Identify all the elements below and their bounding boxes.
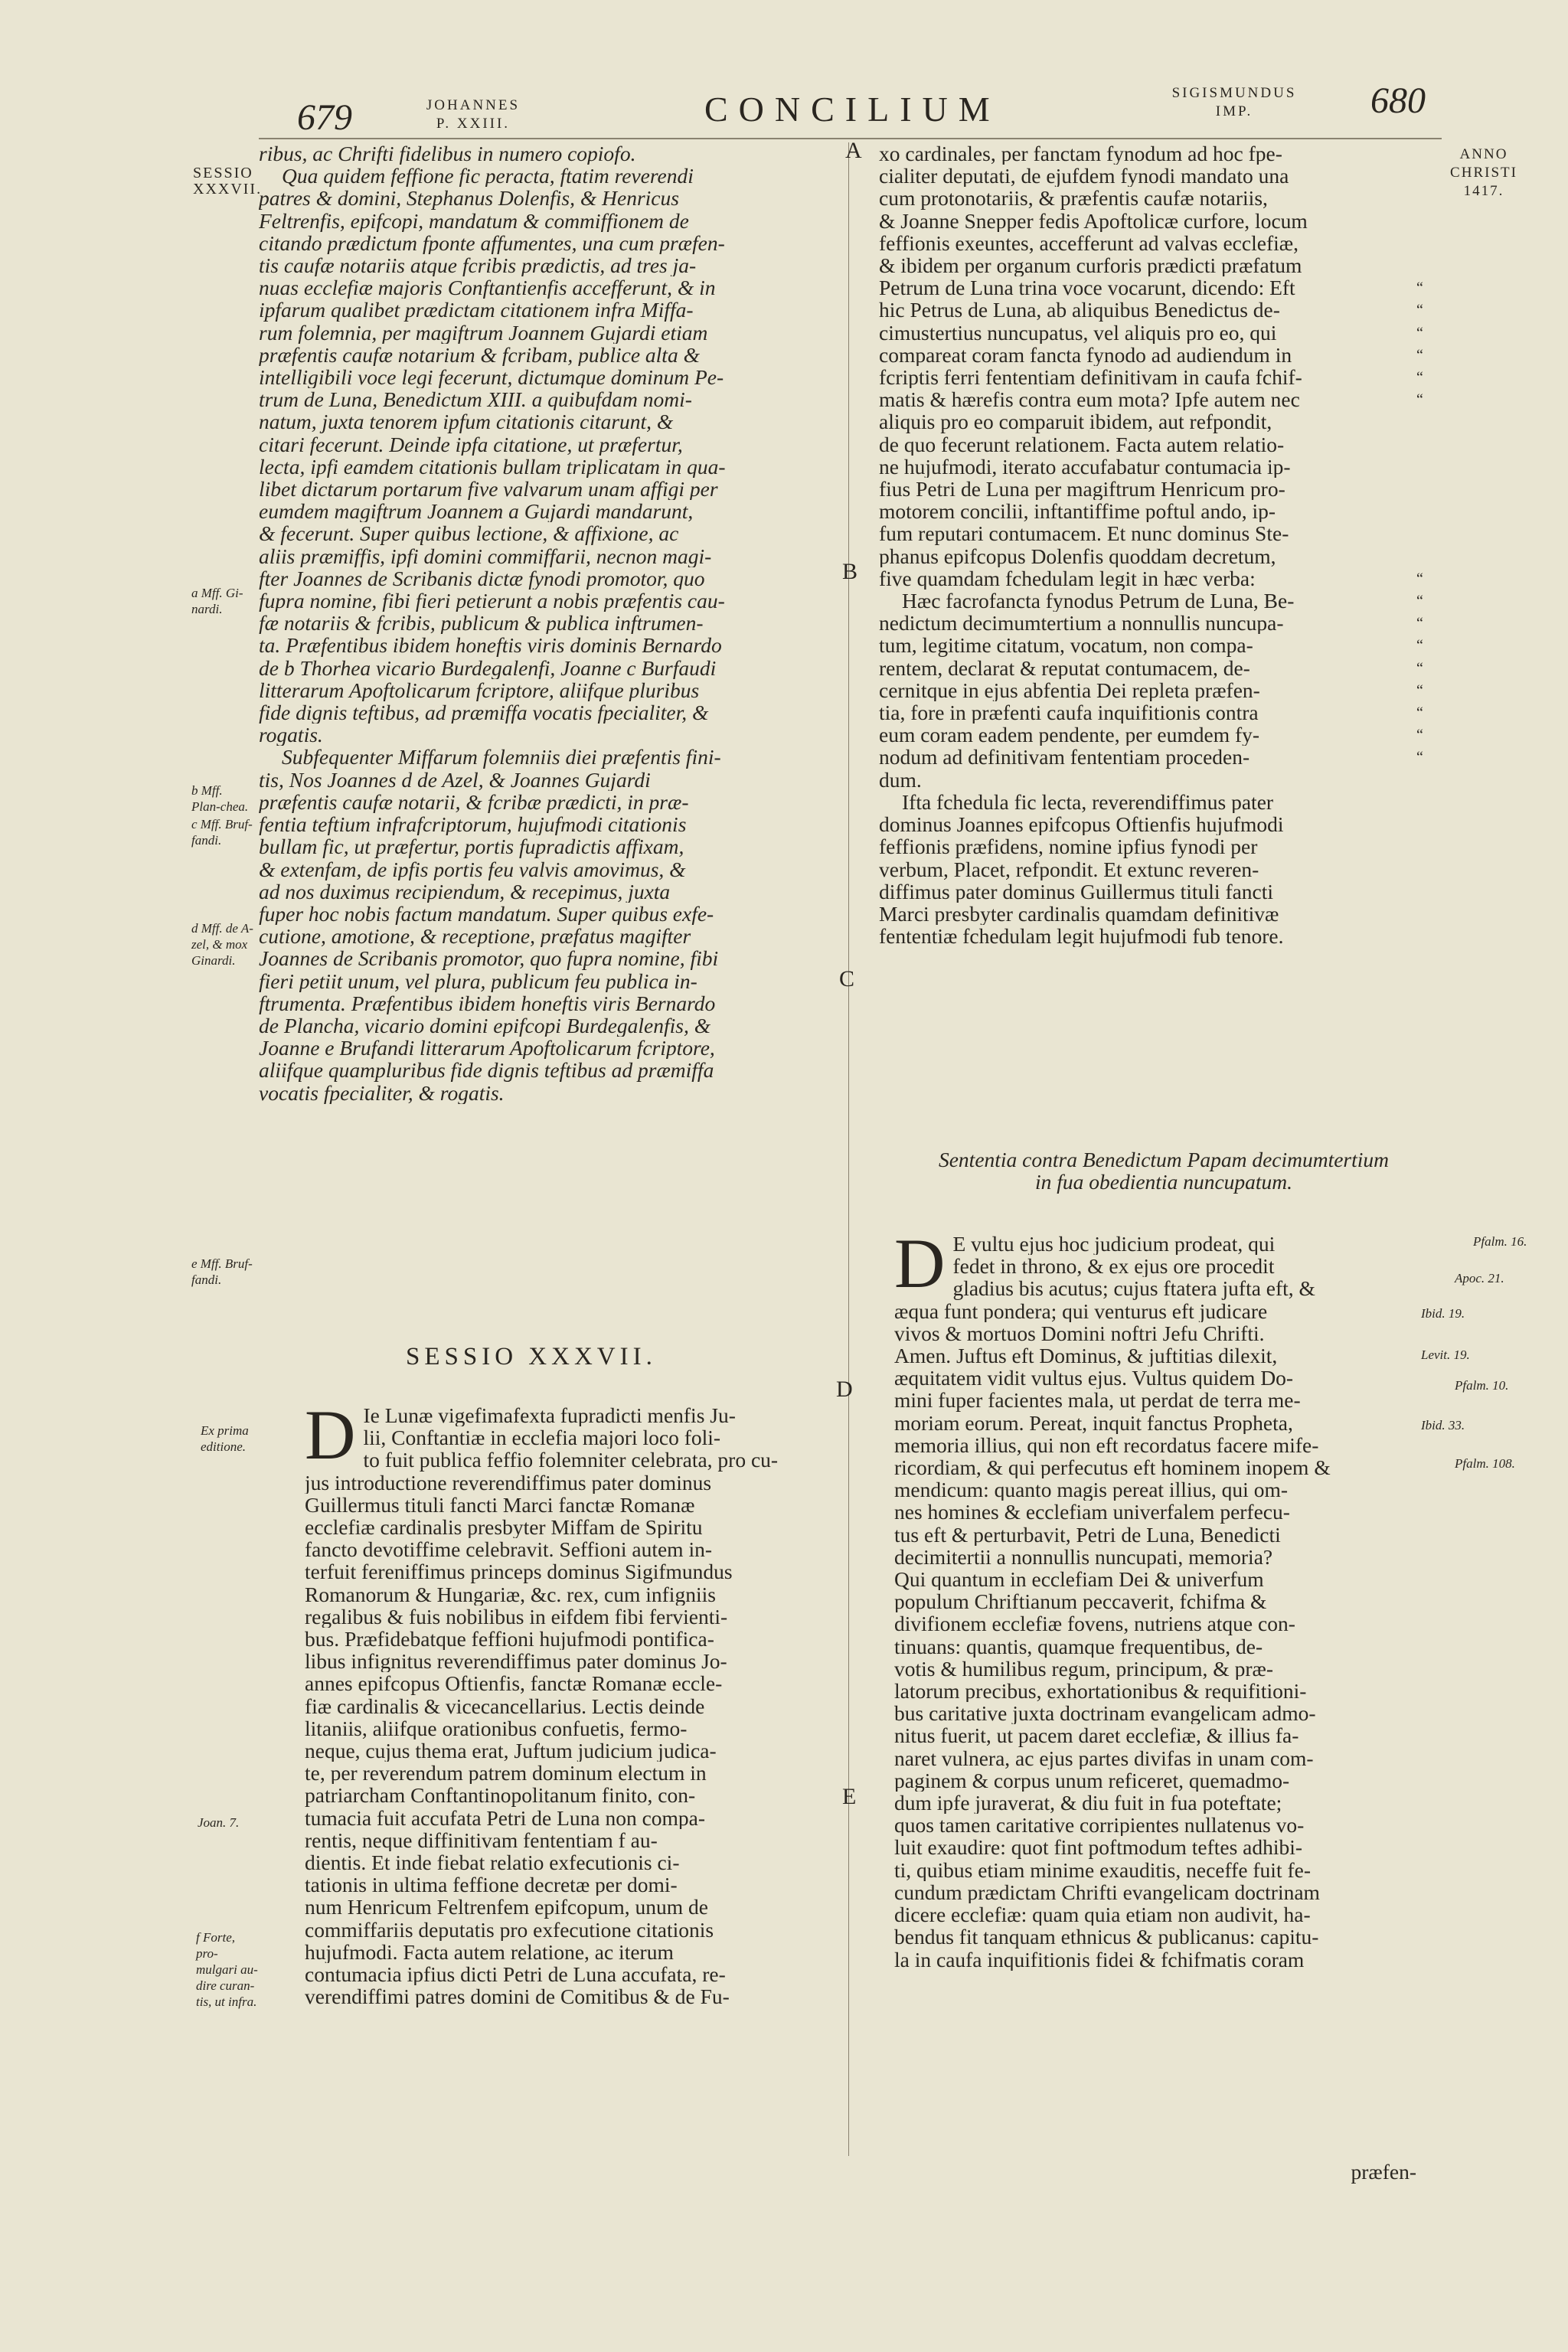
text-line: votis & humilibus regum, principum, & præ- xyxy=(894,1657,1273,1681)
side-letter: C xyxy=(839,966,855,991)
text-line: lecta, ipfi eamdem citationis bullam triplicatam in qua- xyxy=(259,455,726,479)
catchword: præfen- xyxy=(1351,2160,1416,2184)
quote-mark: “ xyxy=(1416,570,1423,587)
text-line: cernitque in ejus abfentia Dei repleta præfen- xyxy=(879,678,1260,702)
right-column-bottom-text xyxy=(894,1224,1409,1971)
scripture-ref: Apoc. 21. xyxy=(1455,1271,1504,1285)
text-line: præfentis caufæ notarii, & fcribæ prædicti, in præ- xyxy=(259,790,689,814)
text-line: tis, Nos Joannes d de Azel, & Joannes Gujardi xyxy=(259,768,651,791)
text-line: decimitertii a nonnullis nuncupati, memoria? xyxy=(894,1545,1273,1569)
heading-line: in fua obedientia nuncupatum. xyxy=(1034,1170,1293,1194)
margin-line: 1417. xyxy=(1463,183,1504,199)
text-line: ta. Præfentibus ibidem honeftis viris dominis Bernardo xyxy=(259,634,722,657)
text-line: aliquis pro eo comparuit ibidem, aut refpondit, xyxy=(879,410,1272,433)
text-line: Hæc facrofancta fynodus Petrum de Luna, Be- xyxy=(902,590,1295,612)
text-line: & extenfam, de ipfis portis feu valvis amovimus, & xyxy=(259,858,686,880)
text-line: nes homines & ecclefiam univerfalem perfecu- xyxy=(894,1501,1290,1524)
text-line: dum. xyxy=(879,768,922,791)
text-line: ipfarum qualibet prædictam citationem infra Miffa- xyxy=(259,299,694,322)
right-column-bottom xyxy=(894,1224,1409,1971)
side-letter: E xyxy=(842,1784,857,1809)
text-line: & ibidem per organum curforis prædicti præfatum xyxy=(879,254,1302,277)
text-line: ricordiam, & qui perfecutus eft hominem inopem & xyxy=(894,1456,1331,1479)
quote-mark: “ xyxy=(1416,302,1423,319)
text-line: xo cardinales, per fanctam fynodum ad hoc fpe- xyxy=(879,142,1282,165)
text-line: patres & domini, Stephanus Dolenfis, & Henricus xyxy=(259,187,679,210)
heading-line: Sententia contra Benedictum Papam decimumtertium xyxy=(938,1148,1390,1171)
text-line: bullam fic, ut præfertur, portis fupradictis affixam, xyxy=(259,835,684,858)
quote-mark: “ xyxy=(1416,749,1423,766)
text-line: motorem concilii, inftantiffime poftul ando, ip- xyxy=(879,500,1276,523)
quote-mark: “ xyxy=(1416,593,1423,609)
quote-mark: “ xyxy=(1416,279,1423,297)
text-line: cundum prædictam Chrifti evangelicam doctrinam xyxy=(894,1880,1320,1904)
text-line: ecclefiæ cardinalis presbyter Miffam de Spiritu xyxy=(305,1516,703,1539)
text-line: citari fecerunt. Deinde ipfa citatione, ut præfertur, xyxy=(259,433,683,456)
text-line: fieri petiit unum, vel plura, publicum feu publica in- xyxy=(259,969,697,992)
text-line: nuas ecclefiæ majoris Conftantienfis accefferunt, & in xyxy=(259,276,716,299)
text-line: cum protonotariis, & præfentis caufæ notariis, xyxy=(879,187,1268,210)
text-line: dicere ecclefiæ: quam quia etiam non audivit, ha- xyxy=(894,1903,1311,1926)
scripture-ref: Levit. 19. xyxy=(1421,1348,1470,1362)
text-line: tia, fore in præfenti caufa inquifitionis contra xyxy=(879,701,1259,724)
text-line: feffionis exeuntes, accefferunt ad valvas ecclefiæ, xyxy=(879,231,1298,255)
text-line: commiffariis deputatis pro exfecutione citationis xyxy=(305,1918,714,1941)
text-line: tus eft & perturbavit, Petri de Luna, Benedicti xyxy=(894,1523,1281,1546)
drop-cap: D xyxy=(305,1396,356,1474)
quote-mark: “ xyxy=(1416,615,1423,632)
text-line: hujufmodi. Facta autem relatione, ac iterum xyxy=(305,1940,674,1964)
text-line: litterarum Apoftolicarum fcriptore, aliifque pluribus xyxy=(259,678,700,702)
text-line: moriam eorum. Pereat, inquit fanctus Propheta, xyxy=(894,1411,1293,1434)
margin-note: f Forte, pro-mulgari au-dire curan-tis, ut infra. xyxy=(196,1930,258,2009)
text-line: neque, cujus thema erat, Juftum judicium judica- xyxy=(305,1740,717,1762)
running-head-line: JOHANNES xyxy=(426,97,521,113)
text-line: Ifta fchedula fic lecta, reverendiffimus pater xyxy=(902,790,1274,814)
margin-note: Ex prima editione. xyxy=(201,1423,249,1454)
column-divider xyxy=(848,142,849,2156)
sentence-heading xyxy=(896,1148,1432,1193)
text-line: fuper hoc nobis factum mandatum. Super quibus exfe- xyxy=(259,902,714,926)
text-line: & fecerunt. Super quibus lectione, & affixione, ac xyxy=(259,522,679,545)
text-line: eumdem magiftrum Joannem a Gujardi mandarunt, xyxy=(259,500,694,523)
text-line: quos tamen caritative corripientes nullatenus vo- xyxy=(894,1814,1305,1837)
text-line: bus. Præfidebatque feffioni hujufmodi pontifica- xyxy=(305,1628,714,1651)
text-line: fupra nomine, fibi fieri petierunt a nobis præfentis cau- xyxy=(259,590,725,612)
text-line: patriarcham Conftantinopolitanum finito, con- xyxy=(305,1784,696,1807)
text-line: tationis in ultima feffione decretæ per domi- xyxy=(305,1873,678,1896)
text-line: dum ipfe juraverat, & diu fuit in fua poteftate; xyxy=(894,1792,1282,1815)
text-line: Qui quantum in ecclefiam Dei & univerfum xyxy=(894,1568,1264,1591)
text-line: divifionem ecclefiæ fovens, nutriens atque con- xyxy=(894,1612,1295,1635)
text-line: fide dignis teftibus, ad præmiffa vocatis fpecialiter, & xyxy=(259,701,709,724)
text-line: num Henricum Feltrenfem epifcopum, unum de xyxy=(305,1896,708,1919)
margin-note: d Mff. de A-zel, & mox Ginardi. xyxy=(191,921,253,968)
text-line: Joanne e Brufandi litterarum Apoftolicarum fcriptore, xyxy=(259,1037,715,1060)
margin-note: c Mff. Bruf-fandi. xyxy=(191,817,253,848)
text-line: Marci presbyter cardinalis quamdam definitivæ xyxy=(879,902,1279,926)
left-page-number: 679 xyxy=(297,97,352,138)
scripture-ref: Ibid. 19. xyxy=(1421,1306,1465,1321)
margin-note: Joan. 7. xyxy=(198,1815,240,1830)
quote-mark: “ xyxy=(1416,369,1423,386)
quote-mark: “ xyxy=(1416,704,1423,721)
text-line: nodum ad definitivam fententiam proceden- xyxy=(879,746,1250,769)
text-line: naret vulnera, ac ejus partes divifas in unam com- xyxy=(894,1746,1314,1769)
text-line: Joannes de Scribanis promotor, quo fupra nomine, fibi xyxy=(259,947,719,970)
text-line: five quamdam fchedulam legit in hæc verba: xyxy=(879,567,1256,590)
text-line: rogatis. xyxy=(259,724,323,746)
text-line: bendus fit tanquam ethnicus & publicanus: capitu- xyxy=(894,1926,1319,1949)
margin-line: XXXVII. xyxy=(193,181,263,198)
sessio-margin-label xyxy=(193,165,262,198)
margin-line: SESSIO xyxy=(193,165,253,181)
text-line: mini fuper facientes mala, ut perdat de terra me- xyxy=(894,1389,1301,1412)
text-line: libet dictarum portarum five valvarum unam affigi per xyxy=(259,478,718,501)
text-line: dominus Joannes epifcopus Oftienfis hujufmodi xyxy=(879,813,1284,836)
text-line: aliifque quampluribus fide dignis teftibus ad præmiffa xyxy=(259,1059,714,1082)
quote-mark: “ xyxy=(1416,324,1423,341)
text-line: fiæ cardinalis & vicecancellarius. Lectis deinde xyxy=(305,1694,705,1717)
text-line: fæ notariis & fcribis, publicum & publica inftrumen- xyxy=(259,612,704,635)
text-line: citando prædictum fponte affumentes, una cum præfen- xyxy=(259,231,725,255)
running-head-line: SIGISMUNDUS xyxy=(1171,85,1297,101)
text-line: nedictum decimumtertium a nonnullis nuncupa- xyxy=(879,612,1284,635)
text-line: tum, legitime citatum, vocatum, non compa- xyxy=(879,634,1253,657)
quote-mark: “ xyxy=(1416,681,1423,699)
text-line: vivos & mortuos Domini noftri Jefu Chrifti. xyxy=(894,1321,1265,1345)
text-line: fius Petri de Luna per magiftrum Henricum pro- xyxy=(879,478,1285,501)
text-line: te, per reverendum patrem dominum electum in xyxy=(305,1762,707,1785)
scripture-ref: Pfalm. 108. xyxy=(1455,1456,1515,1471)
text-line: Amen. Juftus eft Dominus, & juftitias dilexit, xyxy=(894,1344,1278,1367)
anno-christi-label xyxy=(1446,145,1522,201)
text-line: to fuit publica feffio folemniter celebrata, pro cu- xyxy=(363,1449,779,1472)
text-line: bus caritative juxta doctrinam evangelicam admo- xyxy=(894,1702,1316,1725)
scripture-ref: Pfalm. 16. xyxy=(1473,1234,1527,1249)
running-head-line: IMP. xyxy=(1215,103,1253,119)
text-line: gladius bis acutus; cujus ftatera jufta eft, & xyxy=(952,1277,1315,1300)
text-line: rentem, declarat & reputat contumacem, de- xyxy=(879,656,1250,679)
text-line: paginem & corpus unum reficeret, quemadmo- xyxy=(894,1769,1290,1792)
text-line: fentia teftium infrafcriptorum, hujufmodi citationis xyxy=(259,813,687,836)
left-running-head xyxy=(397,96,550,133)
drop-cap: D xyxy=(894,1224,946,1302)
text-line: præfentis caufæ notarium & fcribam, publice alta & xyxy=(259,343,700,367)
running-head-line: P. XXIII. xyxy=(436,116,511,132)
text-line: litaniis, aliifque orationibus confuetis, fermo- xyxy=(305,1717,688,1740)
margin-note: e Mff. Bruf-fandi. xyxy=(191,1256,253,1287)
text-line: Guillermus tituli fancti Marci fanctæ Romanæ xyxy=(305,1493,695,1517)
margin-note: a Mff. Gi-nardi. xyxy=(191,586,243,616)
text-line: fedet in throno, & ex ejus ore procedit xyxy=(952,1255,1275,1278)
page-title: CONCILIUM xyxy=(704,90,1001,129)
left-column-bottom-text xyxy=(305,1396,830,2008)
text-line: fententiæ fchedulam legit hujufmodi fub tenore. xyxy=(879,925,1284,948)
text-line: rentis, neque diffinitivam fententiam f au- xyxy=(305,1828,658,1852)
quote-mark: “ xyxy=(1416,637,1423,655)
quote-mark: “ xyxy=(1416,659,1423,677)
text-line: tumacia fuit accufata Petri de Luna non compa- xyxy=(305,1806,706,1829)
text-line: compareat coram fancta fynodo ad audiendum in xyxy=(879,343,1292,367)
text-line: lii, Conftantiæ in ecclefia majori loco foli- xyxy=(363,1426,721,1449)
text-line: tinuans: quantis, quamque frequentibus, de- xyxy=(894,1635,1263,1658)
text-line: vocatis fpecialiter, & rogatis. xyxy=(259,1081,505,1104)
text-line: luit exaudire: quot fint poftmodum teftes adhibi- xyxy=(894,1836,1303,1859)
text-line: nitus fuerit, ut pacem daret ecclefiæ, & illius fa- xyxy=(894,1724,1299,1747)
text-line: fcriptis ferri fententiam definitivam in caufa fchif- xyxy=(879,366,1302,389)
text-line: æqua funt pondera; qui venturus eft judicare xyxy=(894,1299,1268,1322)
text-line: memoria illius, qui non eft recordatus facere mife- xyxy=(894,1433,1319,1457)
text-line: contumacia ipfius dicti Petri de Luna accufata, re- xyxy=(305,1963,726,1986)
section-title: SESSIO XXXVII. xyxy=(406,1343,657,1370)
text-line: mendicum: quanto magis pereat illius, qui om- xyxy=(894,1478,1289,1501)
side-letter: D xyxy=(836,1377,853,1402)
text-line: annes epifcopus Oftienfis, fanctæ Romanæ eccle- xyxy=(305,1672,723,1695)
text-line: Qua quidem feffione fic peracta, ftatim reverendi xyxy=(282,165,694,188)
text-line: & Joanne Snepper fedis Apoftolicæ curfore, locum xyxy=(879,209,1308,232)
text-line: populum Chriftianum peccaverit, fchifma & xyxy=(894,1590,1267,1613)
text-line: Romanorum & Hungariæ, &c. rex, cum infigniis xyxy=(305,1583,716,1606)
margin-note: b Mff. Plan-chea. xyxy=(191,783,249,814)
text-line: fum reputari contumacem. Et nunc dominus Ste- xyxy=(879,522,1289,545)
text-line: feffionis præfidens, nomine ipfius fynodi per xyxy=(879,835,1258,858)
text-line: libus infignitus reverendiffimus pater dominus Jo- xyxy=(305,1650,727,1673)
text-line: E vultu ejus hoc judicium prodeat, qui xyxy=(952,1233,1276,1256)
text-line: matis & hærefis contra eum mota? Ipfe autem nec xyxy=(879,388,1300,411)
text-line: verbum, Placet, refpondit. Et extunc reveren- xyxy=(879,858,1259,880)
side-letter: A xyxy=(845,138,862,163)
text-line: ftrumenta. Præfentibus ibidem honeftis viris Bernardo xyxy=(259,991,716,1014)
text-line: latorum precibus, exhortationibus & requifitioni- xyxy=(894,1680,1307,1703)
quote-mark: “ xyxy=(1416,346,1423,364)
text-line: jus introductione reverendiffimus pater dominus xyxy=(305,1471,712,1494)
text-line: hic Petrus de Luna, ab aliquibus Benedictus de- xyxy=(879,299,1280,322)
text-line: phanus epifcopus Dolenfis quoddam decretum, xyxy=(879,544,1276,567)
text-line: Subfequenter Miffarum folemniis diei præfentis fini- xyxy=(282,746,721,769)
text-line: aliis præmiffis, ipfi domini commiffarii, necnon magi- xyxy=(259,544,712,567)
text-line: de quo fecerunt relationem. Facta autem relatio- xyxy=(879,433,1285,456)
text-line: natum, juxta tenorem ipfum citationis citarunt, & xyxy=(259,410,674,433)
text-line: terfuit fereniffimus princeps dominus Sigifmundus xyxy=(305,1560,733,1583)
text-line: cimustertius nuncupatus, vel aliquis pro eo, qui xyxy=(879,321,1277,344)
text-line: Feltrenfis, epifcopi, mandatum & commiffionem de xyxy=(259,209,689,232)
text-line: de b Thorhea vicario Burdegalenfi, Joanne c Burfaudi xyxy=(259,656,717,679)
text-line: cialiter deputati, de ejufdem fynodi mandato una xyxy=(879,165,1289,188)
quote-mark: “ xyxy=(1416,727,1423,744)
text-line: la in caufa inquifitionis fidei & fchifmatis coram xyxy=(894,1948,1305,1971)
text-line: ribus, ac Chrifti fidelibus in numero copiofo. xyxy=(259,142,636,165)
text-line: dientis. Et inde fiebat relatio exfecutionis ci- xyxy=(305,1851,680,1874)
text-line: rum folemnia, per magiftrum Joannem Gujardi etiam xyxy=(259,321,708,344)
scripture-ref: Pfalm. 10. xyxy=(1455,1378,1509,1393)
text-line: Petrum de Luna trina voce vocarunt, dicendo: Eft xyxy=(879,276,1295,299)
text-line: verendiffimi patres domini de Comitibus & de Fu- xyxy=(305,1985,730,2008)
right-running-head xyxy=(1158,84,1311,121)
text-line: intelligibili voce legi fecerunt, dictumque dominum Pe- xyxy=(259,366,724,389)
scripture-ref: Ibid. 33. xyxy=(1421,1418,1465,1432)
right-column-top xyxy=(879,142,1442,947)
text-line: fter Joannes de Scribanis dictæ fynodi promotor, quo xyxy=(259,567,705,590)
text-line: de Plancha, vicario domini epifcopi Burdegalenfis, & xyxy=(259,1014,711,1037)
text-line: æquitatem vidit vultus ejus. Vultus quidem Do- xyxy=(894,1367,1294,1390)
text-line: Ie Lunæ vigefimafexta fupradicti menfis Ju- xyxy=(363,1404,736,1427)
text-line: trum de Luna, Benedictum XIII. a quibufdam nomi- xyxy=(259,388,692,411)
text-line: diffimus pater dominus Guillermus tituli fancti xyxy=(879,880,1274,903)
text-line: eum coram eadem pendente, per eumdem fy- xyxy=(879,724,1260,746)
left-column-bottom xyxy=(305,1396,830,2008)
left-column-top xyxy=(259,142,829,1104)
text-line: fancto devotiffime celebravit. Seffioni autem in- xyxy=(305,1538,712,1561)
text-line: ne hujufmodi, iterato accufabatur contumacia ip- xyxy=(879,455,1291,479)
text-line: tis caufæ notariis atque fcribis prædictis, ad tres ja- xyxy=(259,254,697,277)
quote-mark: “ xyxy=(1416,391,1423,409)
text-line: ti, quibus etiam minime exauditis, neceffe fuit fe- xyxy=(894,1858,1311,1881)
right-page-number: 680 xyxy=(1370,80,1426,121)
margin-line: CHRISTI xyxy=(1450,165,1517,181)
side-letter: B xyxy=(842,559,858,584)
text-line: ad nos duximus recipiendum, & recepimus, juxta xyxy=(259,880,671,903)
text-line: regalibus & fuis nobilibus in eifdem fibi fervienti- xyxy=(305,1605,728,1628)
margin-line: ANNO xyxy=(1459,146,1508,162)
text-line: cutione, amotione, & receptione, præfatus magifter xyxy=(259,925,691,948)
